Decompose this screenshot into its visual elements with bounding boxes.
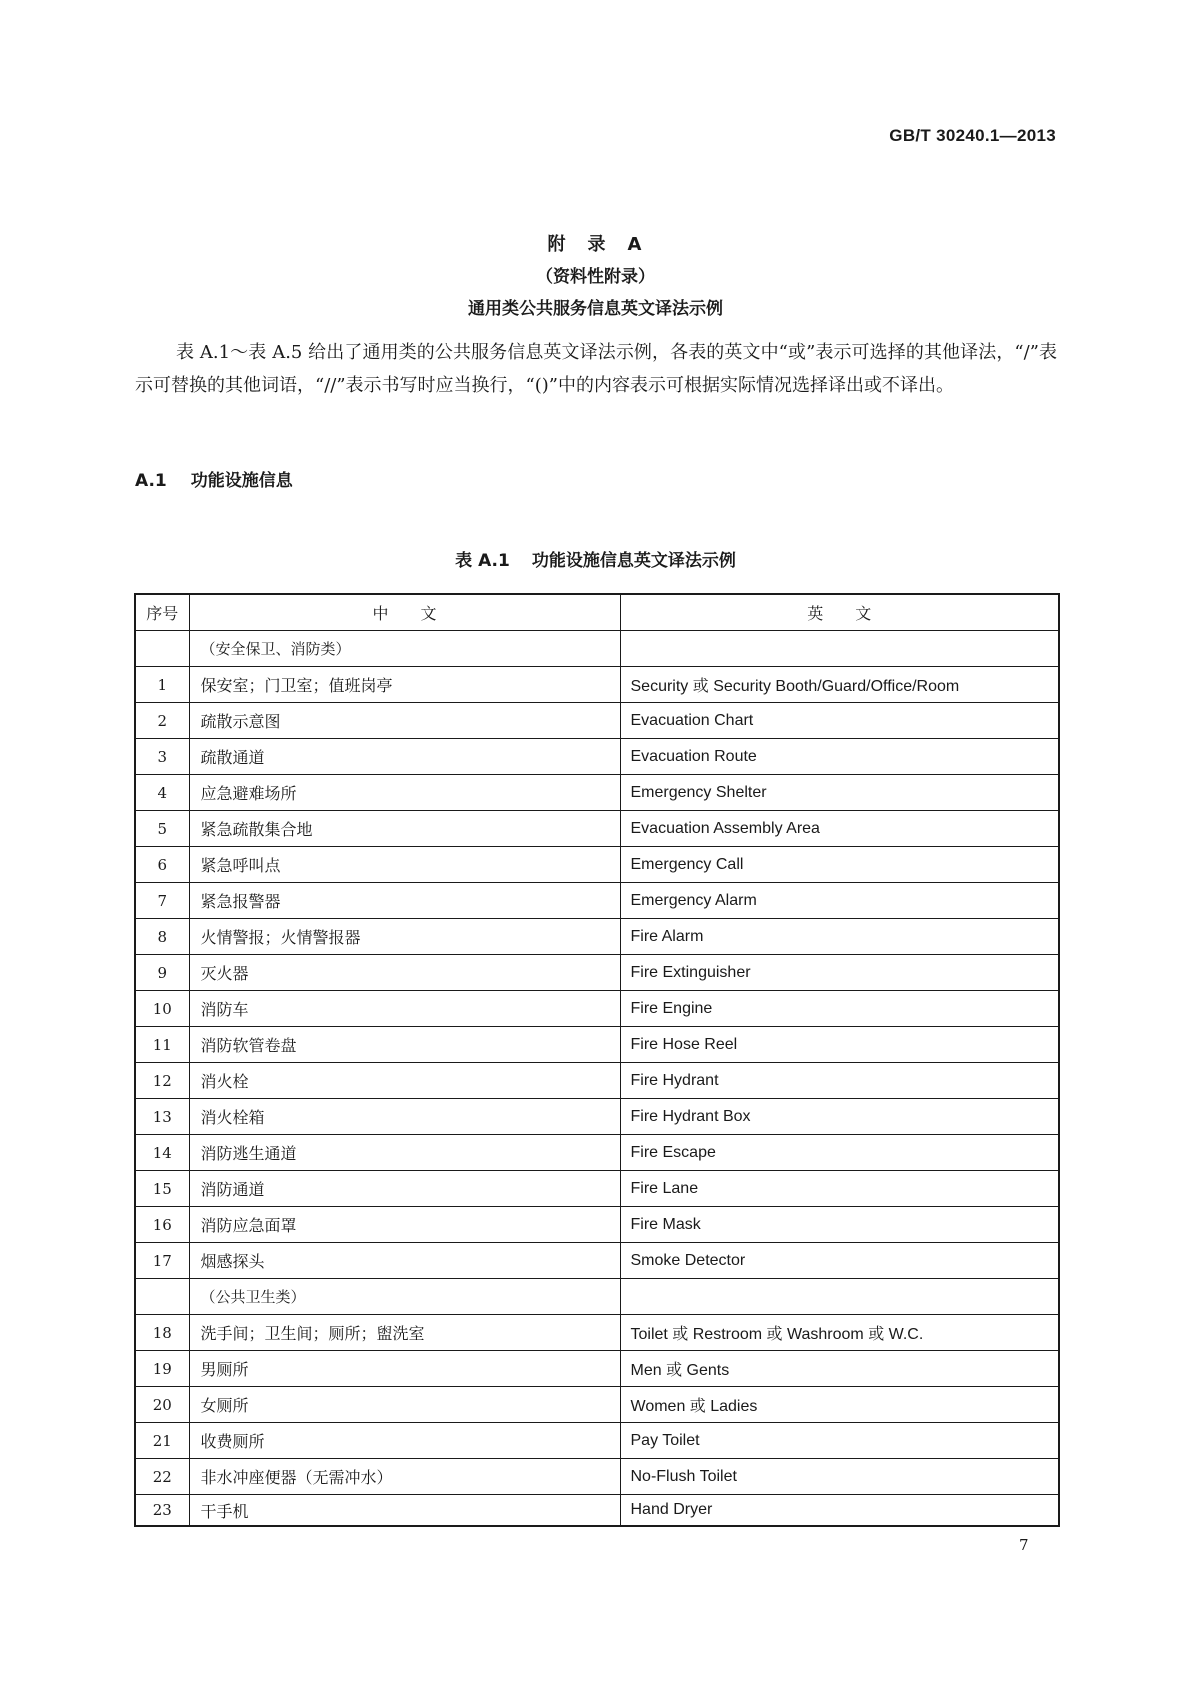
table-caption-title: 功能设施信息英文译法示例 <box>531 551 736 571</box>
standard-code: GB/T 30240.1—2013 <box>889 126 1056 145</box>
row-en: Evacuation Route <box>620 739 1059 775</box>
table-caption <box>0 546 1191 571</box>
row-zh: 男厕所 <box>189 1351 620 1387</box>
table-row <box>135 1279 1059 1315</box>
row-zh: 疏散示意图 <box>189 703 620 739</box>
row-en: Emergency Call <box>620 847 1059 883</box>
row-en <box>620 631 1059 667</box>
row-no: 1 <box>135 667 189 703</box>
row-zh: 紧急疏散集合地 <box>189 811 620 847</box>
section-number: A.1 <box>135 471 167 491</box>
row-no: 13 <box>135 1099 189 1135</box>
table-row <box>135 1423 1059 1459</box>
row-en: Fire Alarm <box>620 919 1059 955</box>
table-row <box>135 1243 1059 1279</box>
table-row <box>135 1099 1059 1135</box>
row-zh: 洗手间；卫生间；厕所；盥洗室 <box>189 1315 620 1351</box>
row-zh: 紧急呼叫点 <box>189 847 620 883</box>
row-zh: 紧急报警器 <box>189 883 620 919</box>
row-en: Evacuation Chart <box>620 703 1059 739</box>
header-zh: 中 文 <box>189 594 620 631</box>
row-no: 3 <box>135 739 189 775</box>
row-zh: 收费厕所 <box>189 1423 620 1459</box>
row-no: 14 <box>135 1135 189 1171</box>
row-no <box>135 631 189 667</box>
header-en: 英 文 <box>620 594 1059 631</box>
section-title: 功能设施信息 <box>190 471 293 491</box>
row-no: 10 <box>135 991 189 1027</box>
row-no: 16 <box>135 1207 189 1243</box>
category-label: （公共卫生类） <box>189 1279 620 1315</box>
row-no: 19 <box>135 1351 189 1387</box>
row-en: Fire Engine <box>620 991 1059 1027</box>
row-zh: 消防逃生通道 <box>189 1135 620 1171</box>
row-no: 6 <box>135 847 189 883</box>
translation-table <box>134 593 1060 1527</box>
row-en: Fire Mask <box>620 1207 1059 1243</box>
row-zh: 消防通道 <box>189 1171 620 1207</box>
row-no: 7 <box>135 883 189 919</box>
row-no: 8 <box>135 919 189 955</box>
row-no: 18 <box>135 1315 189 1351</box>
row-en: Fire Hydrant Box <box>620 1099 1059 1135</box>
row-en: Women 或 Ladies <box>620 1387 1059 1423</box>
table-row <box>135 1315 1059 1351</box>
row-en: Fire Hose Reel <box>620 1027 1059 1063</box>
row-zh: 非水冲座便器（无需冲水） <box>189 1459 620 1495</box>
row-en: Pay Toilet <box>620 1423 1059 1459</box>
row-zh: 保安室；门卫室；值班岗亭 <box>189 667 620 703</box>
intro-paragraph: 表 A.1～表 A.5 给出了通用类的公共服务信息英文译法示例，各表的英文中“或”表示可选择的其他译法，“/”表示可替换的其他词语，“//”表示书写时应当换行，“()”中的内容表示可根据实际情况选择译出或不译出。 <box>135 342 1057 396</box>
table-row <box>135 919 1059 955</box>
header-no: 序号 <box>135 594 189 631</box>
table-row <box>135 1495 1059 1527</box>
table-row <box>135 1063 1059 1099</box>
row-zh: 灭火器 <box>189 955 620 991</box>
row-no: 21 <box>135 1423 189 1459</box>
row-zh: 火情警报；火情警报器 <box>189 919 620 955</box>
table-row <box>135 1387 1059 1423</box>
table-row <box>135 631 1059 667</box>
table-row <box>135 775 1059 811</box>
row-no: 4 <box>135 775 189 811</box>
appendix-title: 附 录 A <box>547 234 644 255</box>
table-row <box>135 811 1059 847</box>
category-label: （安全保卫、消防类） <box>189 631 620 667</box>
row-en <box>620 1279 1059 1315</box>
table-row <box>135 739 1059 775</box>
page-number: 7 <box>1019 1536 1029 1554</box>
row-en: Fire Escape <box>620 1135 1059 1171</box>
table-row <box>135 991 1059 1027</box>
row-no: 11 <box>135 1027 189 1063</box>
row-no: 22 <box>135 1459 189 1495</box>
row-zh: 消火栓箱 <box>189 1099 620 1135</box>
row-zh: 消防应急面罩 <box>189 1207 620 1243</box>
row-zh: 消防软管卷盘 <box>189 1027 620 1063</box>
row-no: 20 <box>135 1387 189 1423</box>
row-zh: 应急避难场所 <box>189 775 620 811</box>
row-zh: 女厕所 <box>189 1387 620 1423</box>
row-en: Evacuation Assembly Area <box>620 811 1059 847</box>
table-row <box>135 1135 1059 1171</box>
table-row <box>135 1459 1059 1495</box>
row-zh: 干手机 <box>189 1495 620 1527</box>
row-no: 9 <box>135 955 189 991</box>
row-no: 17 <box>135 1243 189 1279</box>
table-caption-number: 表 A.1 <box>455 551 510 571</box>
row-no: 5 <box>135 811 189 847</box>
row-en: No-Flush Toilet <box>620 1459 1059 1495</box>
row-en: Fire Lane <box>620 1171 1059 1207</box>
row-en: Hand Dryer <box>620 1495 1059 1527</box>
row-en: Smoke Detector <box>620 1243 1059 1279</box>
table-row <box>135 703 1059 739</box>
row-en: Fire Extinguisher <box>620 955 1059 991</box>
row-zh: 疏散通道 <box>189 739 620 775</box>
table-row <box>135 1171 1059 1207</box>
row-en: Toilet 或 Restroom 或 Washroom 或 W.C. <box>620 1315 1059 1351</box>
table-row <box>135 883 1059 919</box>
table-row <box>135 1351 1059 1387</box>
table-row <box>135 1207 1059 1243</box>
row-zh: 消防车 <box>189 991 620 1027</box>
row-zh: 烟感探头 <box>189 1243 620 1279</box>
table-row <box>135 667 1059 703</box>
row-en: Emergency Shelter <box>620 775 1059 811</box>
table-header-row <box>135 594 1059 631</box>
table-row <box>135 847 1059 883</box>
row-en: Emergency Alarm <box>620 883 1059 919</box>
row-en: Men 或 Gents <box>620 1351 1059 1387</box>
row-no: 15 <box>135 1171 189 1207</box>
row-no: 23 <box>135 1495 189 1527</box>
appendix-subtitle: （资料性附录） <box>536 267 655 287</box>
section-heading <box>135 466 293 491</box>
row-en: Fire Hydrant <box>620 1063 1059 1099</box>
row-no <box>135 1279 189 1315</box>
appendix-heading: 通用类公共服务信息英文译法示例 <box>468 299 723 319</box>
row-no: 2 <box>135 703 189 739</box>
row-en: Security 或 Security Booth/Guard/Office/Room <box>620 667 1059 703</box>
row-no: 12 <box>135 1063 189 1099</box>
table-row <box>135 955 1059 991</box>
row-zh: 消火栓 <box>189 1063 620 1099</box>
table-row <box>135 1027 1059 1063</box>
